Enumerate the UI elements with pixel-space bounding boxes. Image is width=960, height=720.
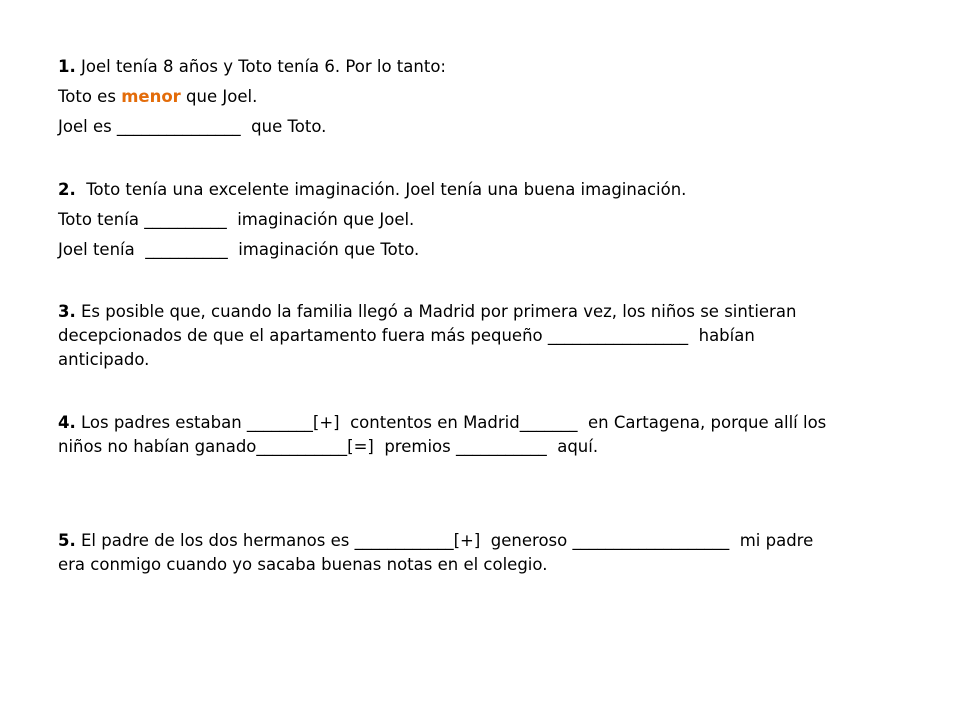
q3-paragraph xyxy=(58,300,888,372)
q3-number: 3. xyxy=(58,302,76,321)
q1-text-2b: que Joel. xyxy=(180,87,258,106)
q4-paragraph xyxy=(58,411,888,459)
q3-row2: decepcionados de que el apartamento fuera más pequeño _________________ habían xyxy=(58,326,755,345)
q1-number: 1. xyxy=(58,57,76,76)
q1-line1 xyxy=(58,55,446,79)
q4-row2: niños no habían ganado___________[=] premios ___________ aquí. xyxy=(58,437,599,456)
q1-text-1: Joel tenía 8 años y Toto tenía 6. Por lo tanto: xyxy=(81,57,446,76)
q5-number: 5. xyxy=(58,531,76,550)
q5-row1 xyxy=(58,529,888,553)
q4-number: 4. xyxy=(58,413,76,432)
q4-row1 xyxy=(58,411,888,435)
q3-text-1: Es posible que, cuando la familia llegó a Madrid por primera vez, los niños se sintieran xyxy=(75,302,797,321)
q2-number: 2. xyxy=(58,180,76,199)
q4-text-1: Los padres estaban ________[+] contentos en Madrid_______ en Cartagena, porque allí los xyxy=(75,413,827,432)
q3-row3: anticipado. xyxy=(58,350,150,369)
q1-text-2a: Toto es xyxy=(58,87,122,106)
q5-paragraph xyxy=(58,529,888,577)
q2-line2: Toto tenía __________ imaginación que Joel. xyxy=(58,210,415,229)
q3-row1 xyxy=(58,300,888,324)
q1-line3: Joel es _______________ que Toto. xyxy=(58,117,327,136)
q1-highlight-word: menor xyxy=(121,87,181,106)
q5-text-1: El padre de los dos hermanos es ____________[+] generoso ___________________ mi padre xyxy=(75,531,814,550)
q1-line2 xyxy=(58,85,257,109)
q2-line3: Joel tenía __________ imaginación que Toto. xyxy=(58,240,420,259)
q2-line1 xyxy=(58,178,686,202)
q5-row2: era conmigo cuando yo sacaba buenas notas en el colegio. xyxy=(58,555,548,574)
q2-text-1: Toto tenía una excelente imaginación. Joel tenía una buena imaginación. xyxy=(75,180,687,199)
